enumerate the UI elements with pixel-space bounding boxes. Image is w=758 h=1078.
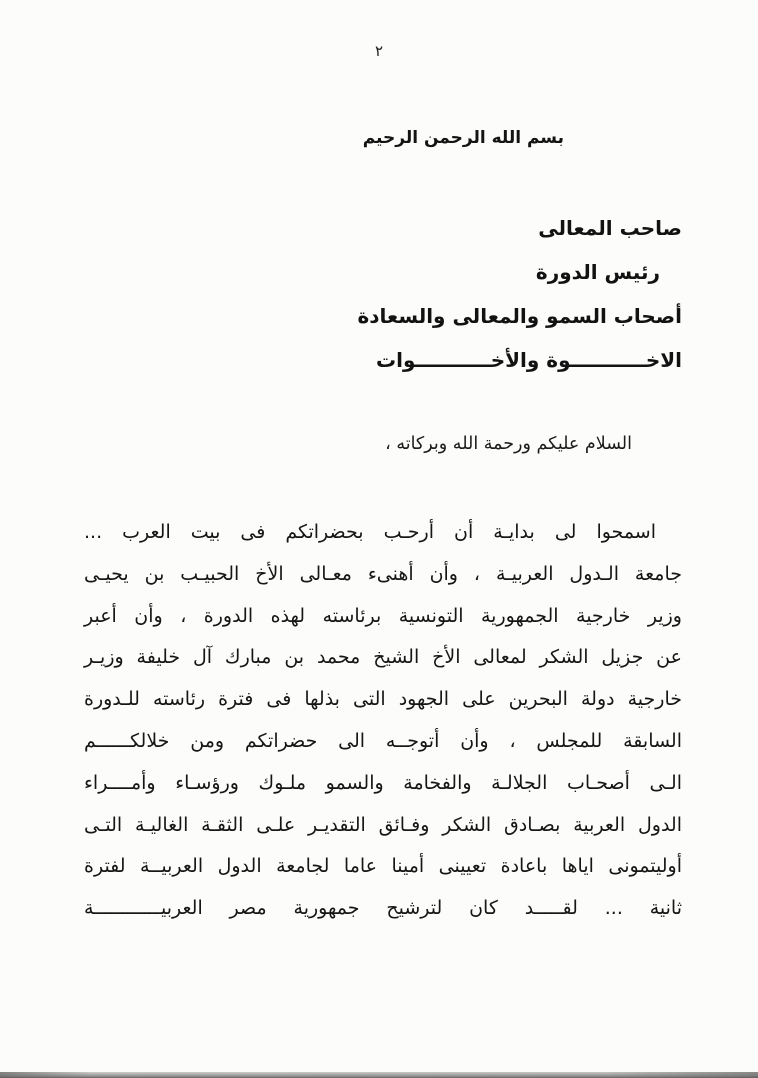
body-line: الـى أصحـاب الجلالـة والفخامة والسمو ملـوك ورؤسـاء وأمــــراء bbox=[84, 771, 682, 794]
page-number: ٢ bbox=[374, 42, 384, 60]
body-paragraph bbox=[84, 512, 682, 930]
body-line: اسمحوا لى بدايـة أن أرحـب بحضراتكم فى بيت العرب ... bbox=[84, 521, 656, 543]
addressee-block bbox=[84, 206, 682, 382]
body-line: خارجية دولة البحرين على الجهود التى بذلها فى فترة رئاسته للـدورة bbox=[84, 688, 682, 711]
body-line: أوليتمونى اياها باعادة تعيينى أمينا عاما لجامعة الدول العربيــة لفترة bbox=[84, 855, 682, 878]
addressee-line-ashab-alsumu: أصحاب السمو والمعالى والسعادة bbox=[357, 304, 682, 328]
addressee-line-rais-aldawra: رئيس الدورة bbox=[535, 260, 660, 284]
body-line: السابقة للمجلس ، وأن أتوجــه الى حضراتكم ومن خلالكــــــم bbox=[84, 729, 682, 752]
body-line: وزير خارجية الجمهورية التونسية برئاسته لهذه الدورة ، وأن أعبر bbox=[84, 604, 682, 627]
bismillah-heading: بسم الله الرحمن الرحيم bbox=[362, 128, 564, 148]
addressee-line-ikhwa-akhawat: الاخـــــــــــوة والأخـــــــــــوات bbox=[376, 348, 682, 372]
body-line: الدول العربية بصـادق الشكر وفـائق التقديـر علـى الثقـة الغاليـة التـى bbox=[84, 813, 682, 836]
greeting-line: السلام عليكم ورحمة الله وبركاته ، bbox=[385, 434, 632, 454]
body-line: جامعة الـدول العربيـة ، وأن أهنىء معـالى الأخ الحبيـب بن يحيـى bbox=[84, 562, 682, 585]
body-line: عن جزيل الشكر لمعالى الأخ الشيخ محمد بن مبارك آل خليفة وزيـر bbox=[84, 646, 682, 669]
scan-bottom-edge-artifact bbox=[0, 1072, 758, 1078]
addressee-line-sahib-almaali: صاحب المعالى bbox=[538, 216, 682, 240]
body-line: ثانية ... لقـــــد كان لترشيح جمهورية مصر العربيــــــــــــة bbox=[84, 897, 682, 920]
